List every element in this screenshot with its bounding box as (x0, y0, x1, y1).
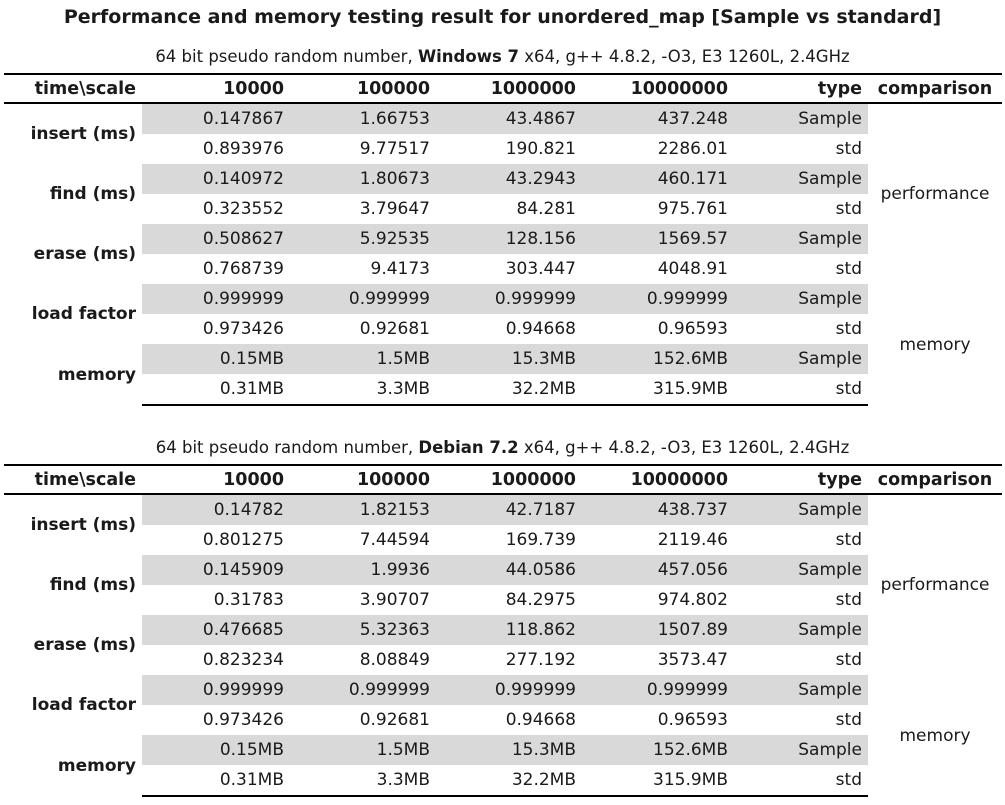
metric-label: erase (ms) (33, 635, 136, 655)
value-cell: 438.737 (582, 494, 734, 525)
results-table (4, 73, 1002, 406)
value-cell: 42.7187 (436, 494, 582, 525)
type-cell: Sample (734, 224, 868, 254)
value-cell: 0.96593 (657, 710, 728, 730)
header-type: type (734, 74, 868, 103)
type-cell: std (835, 259, 862, 279)
value-cell: 0.96593 (657, 319, 728, 339)
value-cell: 0.973426 (202, 319, 284, 339)
metric-label: memory (57, 755, 136, 776)
table-row (4, 765, 1002, 796)
value-cell: 0.147867 (142, 103, 290, 134)
table-row (4, 164, 1002, 194)
value-cell: 32.2MB (436, 765, 582, 796)
value-cell: 315.9MB (582, 765, 734, 796)
value-cell: 0.508627 (142, 224, 290, 254)
header-row (4, 74, 1002, 103)
value-cell: 44.0586 (436, 555, 582, 585)
comparison-memory: memory (899, 725, 971, 746)
value-cell: 0.999999 (142, 284, 290, 314)
value-cell: 43.4867 (436, 103, 582, 134)
value-cell: 32.2MB (436, 374, 582, 405)
value-cell: 0.94668 (505, 710, 576, 730)
value-cell: 43.2943 (436, 164, 582, 194)
table-row (4, 645, 1002, 675)
comparison-performance: performance (880, 184, 990, 204)
type-cell: std (734, 374, 868, 405)
subtitle-prefix: 64 bit pseudo random number, (155, 47, 418, 66)
value-cell: 0.31MB (142, 374, 290, 405)
table-row (4, 675, 1002, 705)
header-scale: 100000 (290, 74, 436, 103)
header-scale: 1000000 (436, 465, 582, 494)
type-cell: Sample (734, 103, 868, 134)
header-comparison: comparison (868, 74, 1002, 103)
value-cell: 0.323552 (202, 199, 284, 219)
value-cell: 84.281 (516, 199, 576, 219)
value-cell: 3.79647 (359, 199, 430, 219)
table-row (4, 735, 1002, 765)
metric-label: load factor (31, 695, 136, 715)
value-cell: 0.801275 (202, 530, 284, 550)
value-cell: 2286.01 (657, 139, 728, 159)
value-cell: 0.999999 (582, 675, 734, 705)
value-cell: 0.999999 (436, 675, 582, 705)
value-cell: 0.15MB (142, 735, 290, 765)
metric-label: memory (57, 364, 136, 385)
comparison-performance: performance (880, 575, 990, 595)
value-cell: 5.32363 (290, 615, 436, 645)
value-cell: 128.156 (436, 224, 582, 254)
table-row (4, 494, 1002, 525)
value-cell: 0.768739 (202, 259, 284, 279)
value-cell: 1.80673 (290, 164, 436, 194)
value-cell: 3.90707 (359, 590, 430, 610)
value-cell: 118.862 (436, 615, 582, 645)
type-cell: std (835, 199, 862, 219)
subtitle-os: Debian 7.2 (418, 438, 519, 457)
header-comparison: comparison (868, 465, 1002, 494)
header-scale: 10000 (142, 74, 290, 103)
value-cell: 3.3MB (290, 374, 436, 405)
value-cell: 0.92681 (359, 319, 430, 339)
metric-label: erase (ms) (33, 244, 136, 264)
value-cell: 0.14782 (142, 494, 290, 525)
header-type: type (734, 465, 868, 494)
value-cell: 0.973426 (202, 710, 284, 730)
type-cell: Sample (734, 494, 868, 525)
header-scale: 1000000 (436, 74, 582, 103)
value-cell: 1569.57 (582, 224, 734, 254)
value-cell: 457.056 (582, 555, 734, 585)
table-row (4, 194, 1002, 224)
results-table (4, 464, 1002, 797)
value-cell: 2119.46 (657, 530, 728, 550)
table-row (4, 284, 1002, 314)
table-row (4, 705, 1002, 735)
type-cell: Sample (734, 164, 868, 194)
type-cell: std (835, 710, 862, 730)
comparison-memory: memory (899, 334, 971, 355)
value-cell: 437.248 (582, 103, 734, 134)
table-row (4, 224, 1002, 254)
value-cell: 0.999999 (142, 675, 290, 705)
value-cell: 4048.91 (657, 259, 728, 279)
value-cell: 974.802 (657, 590, 728, 610)
value-cell: 1.9936 (290, 555, 436, 585)
type-cell: std (835, 650, 862, 670)
metric-label: insert (ms) (30, 124, 136, 144)
value-cell: 7.44594 (359, 530, 430, 550)
value-cell: 190.821 (505, 139, 576, 159)
type-cell: Sample (734, 555, 868, 585)
table-row (4, 525, 1002, 555)
metric-label: load factor (31, 304, 136, 324)
value-cell: 0.999999 (290, 284, 436, 314)
header-label: time\scale (4, 465, 142, 494)
value-cell: 0.999999 (290, 675, 436, 705)
header-scale: 10000000 (582, 74, 734, 103)
metric-label: find (ms) (49, 575, 136, 595)
value-cell: 9.4173 (370, 259, 430, 279)
value-cell: 460.171 (582, 164, 734, 194)
value-cell: 15.3MB (436, 344, 582, 374)
value-cell: 152.6MB (582, 344, 734, 374)
value-cell: 315.9MB (582, 374, 734, 405)
subtitle-suffix: x64, g++ 4.8.2, -O3, E3 1260L, 2.4GHz (519, 47, 850, 66)
header-label: time\scale (4, 74, 142, 103)
table-row (4, 555, 1002, 585)
header-scale: 10000000 (582, 465, 734, 494)
type-cell: Sample (734, 344, 868, 374)
value-cell: 0.31MB (142, 765, 290, 796)
value-cell: 0.94668 (505, 319, 576, 339)
value-cell: 15.3MB (436, 735, 582, 765)
table-row (4, 585, 1002, 615)
metric-label: find (ms) (49, 184, 136, 204)
value-cell: 8.08849 (359, 650, 430, 670)
table-row (4, 314, 1002, 344)
type-cell: std (835, 319, 862, 339)
value-cell: 0.823234 (202, 650, 284, 670)
type-cell: std (835, 590, 862, 610)
value-cell: 1.66753 (290, 103, 436, 134)
value-cell: 5.92535 (290, 224, 436, 254)
type-cell: Sample (734, 735, 868, 765)
type-cell: Sample (734, 284, 868, 314)
value-cell: 0.476685 (142, 615, 290, 645)
value-cell: 152.6MB (582, 735, 734, 765)
value-cell: 1507.89 (582, 615, 734, 645)
metric-label: insert (ms) (30, 515, 136, 535)
value-cell: 3.3MB (290, 765, 436, 796)
value-cell: 1.82153 (290, 494, 436, 525)
header-row (4, 465, 1002, 494)
page-title: Performance and memory testing result for unordered_map [Sample vs standard] (63, 6, 942, 28)
type-cell: std (835, 530, 862, 550)
value-cell: 0.92681 (359, 710, 430, 730)
value-cell: 1.5MB (290, 344, 436, 374)
value-cell: 9.77517 (359, 139, 430, 159)
type-cell: std (835, 139, 862, 159)
type-cell: Sample (734, 615, 868, 645)
table-subtitle (0, 44, 1005, 70)
value-cell: 0.140972 (142, 164, 290, 194)
value-cell: 0.893976 (202, 139, 284, 159)
header-scale: 100000 (290, 465, 436, 494)
type-cell: Sample (734, 675, 868, 705)
value-cell: 0.15MB (142, 344, 290, 374)
subtitle-suffix: x64, g++ 4.8.2, -O3, E3 1260L, 2.4GHz (518, 438, 850, 457)
value-cell: 3573.47 (657, 650, 728, 670)
value-cell: 1.5MB (290, 735, 436, 765)
type-cell: std (734, 765, 868, 796)
table-row (4, 615, 1002, 645)
subtitle-os: Windows 7 (417, 47, 519, 66)
value-cell: 277.192 (505, 650, 576, 670)
table-row (4, 103, 1002, 134)
table-row (4, 134, 1002, 164)
value-cell: 0.999999 (582, 284, 734, 314)
value-cell: 0.145909 (142, 555, 290, 585)
subtitle-prefix: 64 bit pseudo random number, (155, 438, 419, 457)
table-row (4, 344, 1002, 374)
value-cell: 975.761 (657, 199, 728, 219)
table-row (4, 374, 1002, 405)
table-row (4, 254, 1002, 284)
value-cell: 0.31783 (213, 590, 284, 610)
value-cell: 169.739 (505, 530, 576, 550)
table-subtitle (0, 435, 1005, 461)
value-cell: 0.999999 (436, 284, 582, 314)
header-scale: 10000 (142, 465, 290, 494)
value-cell: 84.2975 (505, 590, 576, 610)
value-cell: 303.447 (505, 259, 576, 279)
